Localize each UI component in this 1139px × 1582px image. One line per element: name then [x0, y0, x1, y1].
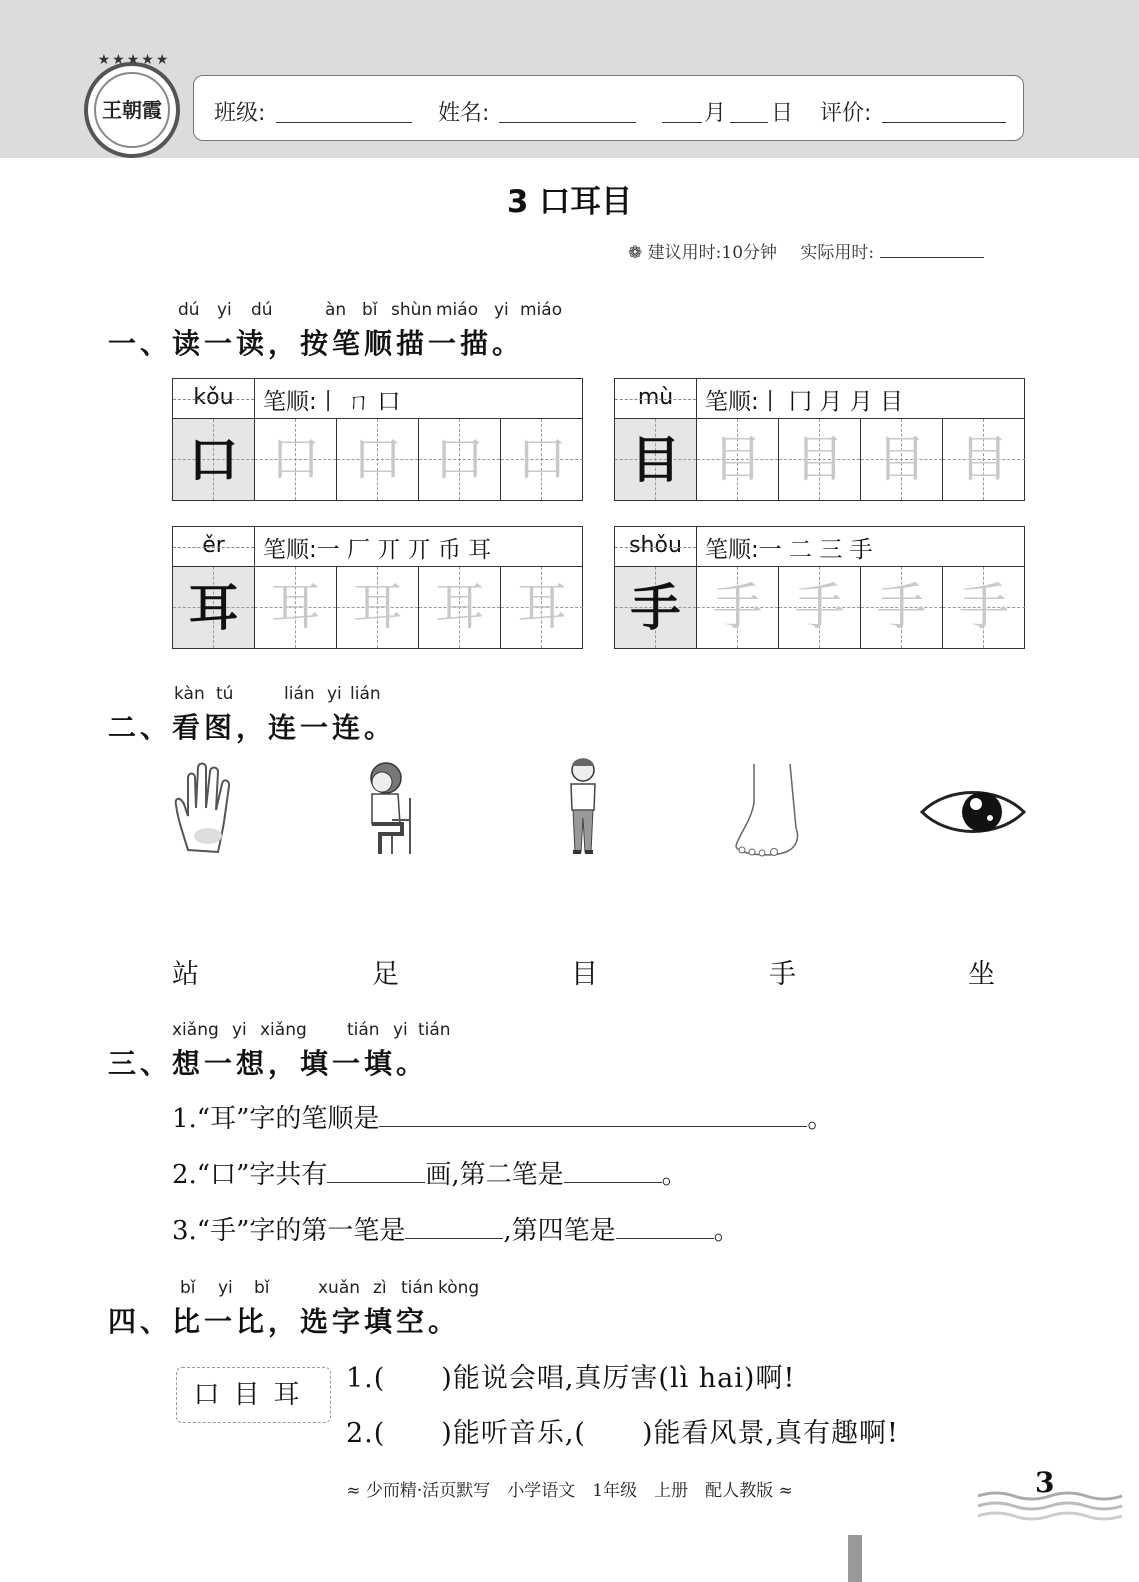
match-word[interactable]: 坐 [968, 959, 995, 990]
match-word[interactable]: 足 [372, 959, 399, 990]
trace-cell[interactable]: 目 [697, 419, 779, 500]
answer-blank[interactable] [379, 1104, 807, 1127]
pinyin: xuǎn [318, 1278, 361, 1298]
char-pinyin: shǒu [615, 527, 697, 567]
answer-blank[interactable] [405, 1216, 503, 1239]
pinyin: xiǎng [260, 1020, 307, 1040]
trace-cell[interactable]: 耳 [501, 567, 583, 648]
question-3-1: 1.“耳”字的笔顺是 。 [172, 1104, 834, 1134]
suggested-time: 建议用时:10分钟 [647, 243, 778, 263]
logo-text: 王朝霞 [102, 98, 162, 122]
actual-time-label: 实际用时: [800, 243, 875, 263]
star-icons: ★★★★★ [97, 52, 171, 68]
pinyin: tián [401, 1278, 434, 1298]
evaluation-field[interactable] [882, 122, 1006, 123]
pinyin: yi [232, 1020, 247, 1040]
char-model-cell: 口 [173, 419, 255, 500]
name-field[interactable] [499, 122, 636, 123]
pinyin: tú [216, 684, 234, 704]
pinyin: bǐ [180, 1278, 196, 1298]
trace-cell[interactable]: 目 [779, 419, 861, 500]
publisher-logo [84, 52, 180, 158]
stroke-order: 笔顺:丨 ㄇ 口 [263, 389, 401, 415]
footer-text: ≈ 少而精·活页默写 小学语文 1年级 上册 配人教版 ≈ [346, 1481, 793, 1501]
trace-cell[interactable]: 口 [419, 419, 501, 500]
pinyin: kòng [438, 1278, 480, 1298]
trace-cell[interactable]: 耳 [419, 567, 501, 648]
day-label: 日 [771, 101, 794, 126]
char-pinyin: ěr [173, 527, 255, 567]
section-3-heading: 三、想一想，填一填。 [108, 1047, 429, 1080]
char-model-cell: 手 [615, 567, 697, 648]
pinyin: yi [494, 300, 509, 320]
evaluation-label: 评价: [820, 101, 872, 126]
pinyin: yi [327, 684, 342, 704]
foot-picture [730, 762, 804, 858]
pinyin: tián [347, 1020, 380, 1040]
pinyin: miáo [520, 300, 563, 320]
lesson-title: 3 口耳目 [506, 184, 633, 220]
pinyin: àn [325, 300, 347, 320]
pinyin: bǐ [362, 300, 378, 320]
section-4-heading: 四、比一比，选字填空。 [108, 1305, 461, 1338]
pinyin: lián [350, 684, 381, 704]
pinyin: kàn [174, 684, 205, 704]
eye-picture [920, 784, 1026, 840]
stroke-order: 笔顺:丨 冂 月 月 目 [705, 389, 903, 415]
pinyin: zì [373, 1278, 387, 1298]
standing-boy-picture [563, 756, 603, 860]
question-3-3: 3.“手”字的第一笔是 ,第四笔是 。 [172, 1216, 740, 1246]
day-field[interactable] [730, 122, 768, 123]
pinyin: dú [178, 300, 200, 320]
match-word[interactable]: 目 [571, 959, 598, 990]
pinyin: miáo [436, 300, 479, 320]
match-word[interactable]: 手 [769, 959, 796, 990]
trace-cell[interactable]: 口 [501, 419, 583, 500]
char-box-er [172, 526, 583, 649]
pinyin: dú [251, 300, 273, 320]
char-box-kou [172, 378, 583, 501]
timing-line [628, 238, 984, 263]
actual-time-field[interactable] [880, 257, 984, 258]
answer-blank[interactable] [564, 1160, 662, 1183]
page-edge-tab [848, 1535, 862, 1582]
trace-cell[interactable]: 手 [943, 567, 1025, 648]
trace-cell[interactable]: 目 [943, 419, 1025, 500]
character-choices: 口目耳 [176, 1367, 331, 1423]
class-field[interactable] [276, 122, 412, 123]
pinyin: bǐ [254, 1278, 270, 1298]
char-box-shou [614, 526, 1025, 649]
trace-cell[interactable]: 口 [337, 419, 419, 500]
stroke-order: 笔顺:一 厂 丌 丌 币 耳 [263, 537, 492, 563]
trace-cell[interactable]: 目 [861, 419, 943, 500]
name-label: 姓名: [438, 101, 490, 126]
answer-blank[interactable] [327, 1160, 425, 1183]
char-pinyin: kǒu [173, 379, 255, 419]
pinyin: yi [393, 1020, 408, 1040]
wave-decoration [978, 1488, 1128, 1522]
trace-cell[interactable]: 手 [779, 567, 861, 648]
section-1-heading: 一、读一读，按笔顺描一描。 [108, 327, 525, 360]
char-pinyin: mù [615, 379, 697, 419]
pinyin: lián [284, 684, 315, 704]
pinyin: yi [218, 1278, 233, 1298]
char-box-mu [614, 378, 1025, 501]
trace-cell[interactable]: 耳 [255, 567, 337, 648]
page-number: 3 [1035, 1466, 1055, 1499]
month-field[interactable] [662, 122, 702, 123]
flower-icon: ❁ [628, 243, 643, 263]
month-label: 月 [704, 101, 727, 126]
char-model-cell: 目 [615, 419, 697, 500]
question-4-1[interactable]: 1.( )能说会唱,真厉害(lì hai)啊! [346, 1363, 796, 1394]
sitting-boy-picture [358, 758, 416, 858]
pinyin: yi [217, 300, 232, 320]
pinyin: tián [418, 1020, 451, 1040]
match-word[interactable]: 站 [172, 959, 199, 990]
trace-cell[interactable]: 耳 [337, 567, 419, 648]
char-model-cell: 耳 [173, 567, 255, 648]
stroke-order: 笔顺:一 二 三 手 [705, 537, 873, 563]
section-2-heading: 二、看图，连一连。 [108, 711, 397, 744]
student-info-box [193, 75, 1024, 141]
question-4-2[interactable]: 2.( )能听音乐,( )能看风景,真有趣啊! [346, 1418, 899, 1449]
question-3-2: 2.“口”字共有 画,第二笔是 。 [172, 1160, 688, 1190]
trace-cell[interactable]: 手 [861, 567, 943, 648]
pinyin: xiǎng [172, 1020, 219, 1040]
pinyin: shùn [391, 300, 433, 320]
trace-cell[interactable]: 手 [697, 567, 779, 648]
hand-picture [168, 760, 236, 856]
trace-cell[interactable]: 口 [255, 419, 337, 500]
class-label: 班级: [214, 101, 266, 126]
answer-blank[interactable] [616, 1216, 714, 1239]
